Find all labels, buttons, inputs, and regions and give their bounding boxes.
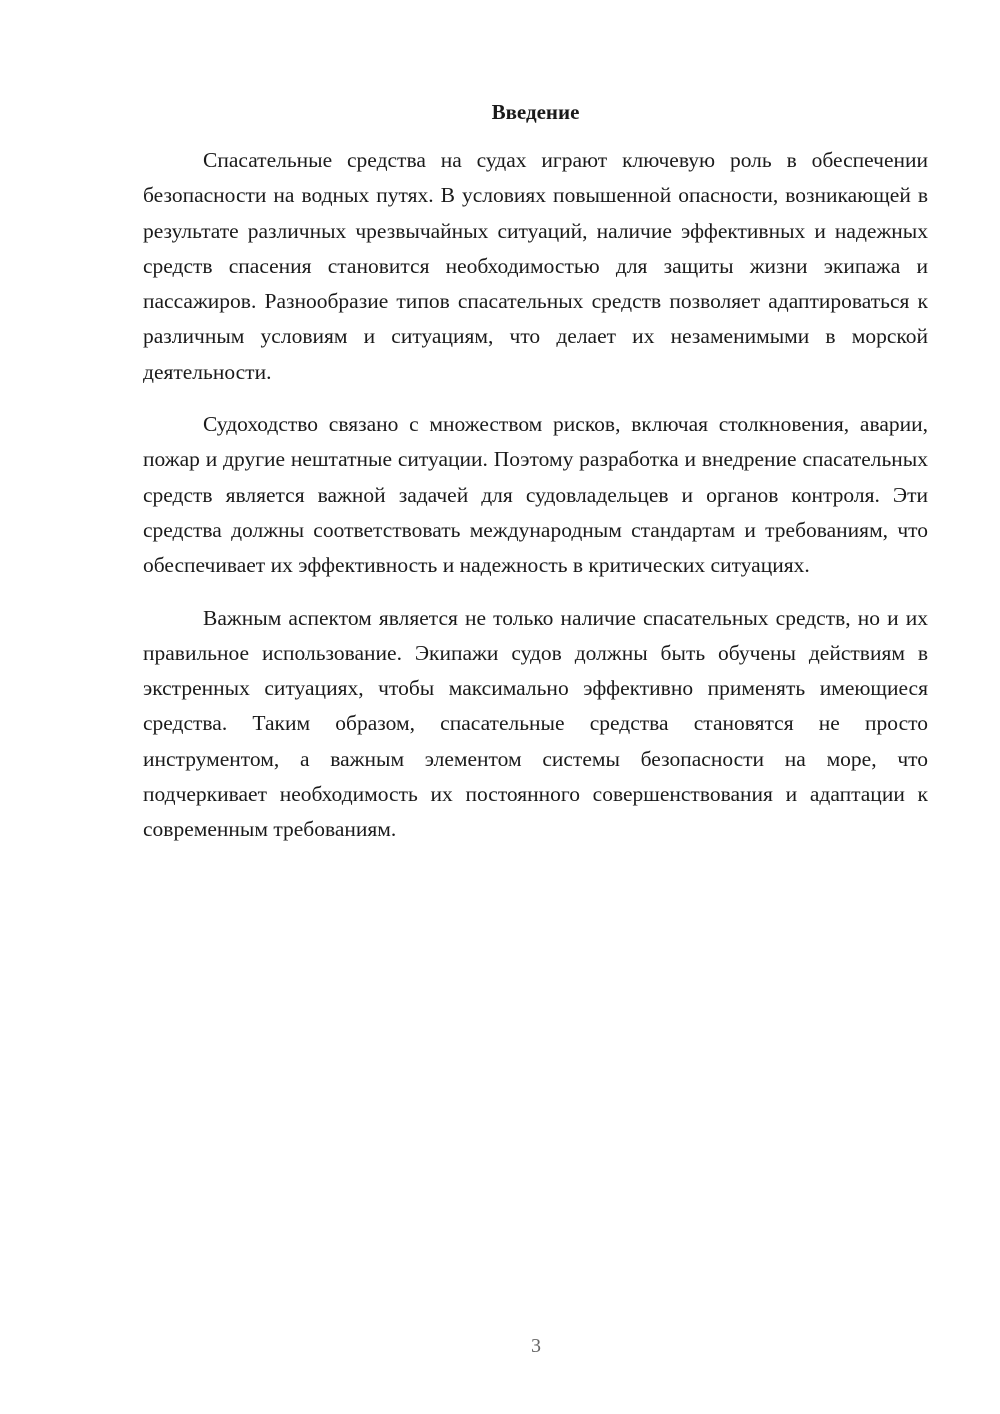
paragraph-1: Спасательные средства на судах играют ключевую роль в обеспечении безопасности на водных путях. В условиях повышенной опасности, возникающей в результате различных чрезвычайных ситуаций, наличие эффективных и надежных средств спасения становится необходимостью для защиты жизни экипажа и пассажиров. Разнообразие типов спасательных средств позволяет адаптироваться к различным условиям и ситуациям, что делает их незаменимыми в морской деятельности. xyxy=(143,148,928,384)
body-text xyxy=(143,143,928,865)
section-title: Введение xyxy=(491,100,580,124)
paragraph-3: Важным аспектом является не только наличие спасательных средств, но и их правильное использование. Экипажи судов должны быть обучены действиям в экстренных ситуациях, чтобы максимально эффективно применять имеющиеся средства. Таким образом, спасательные средства становятся не просто инструментом, а важным элементом системы безопасности на море, что подчеркивает необходимость их постоянного совершенствования и адаптации к современным требованиям. xyxy=(143,605,928,842)
page-number: 3 xyxy=(531,1335,541,1357)
paragraph-2: Судоходство связано с множеством рисков, включая столкновения, аварии, пожар и другие нештатные ситуации. Поэтому разработка и внедрение спасательных средств является важной задачей для судовладельцев и органов контроля. Эти средства должны соответствовать международным стандартам и требованиям, что обеспечивает их эффективность и надежность в критических ситуациях. xyxy=(143,412,928,578)
